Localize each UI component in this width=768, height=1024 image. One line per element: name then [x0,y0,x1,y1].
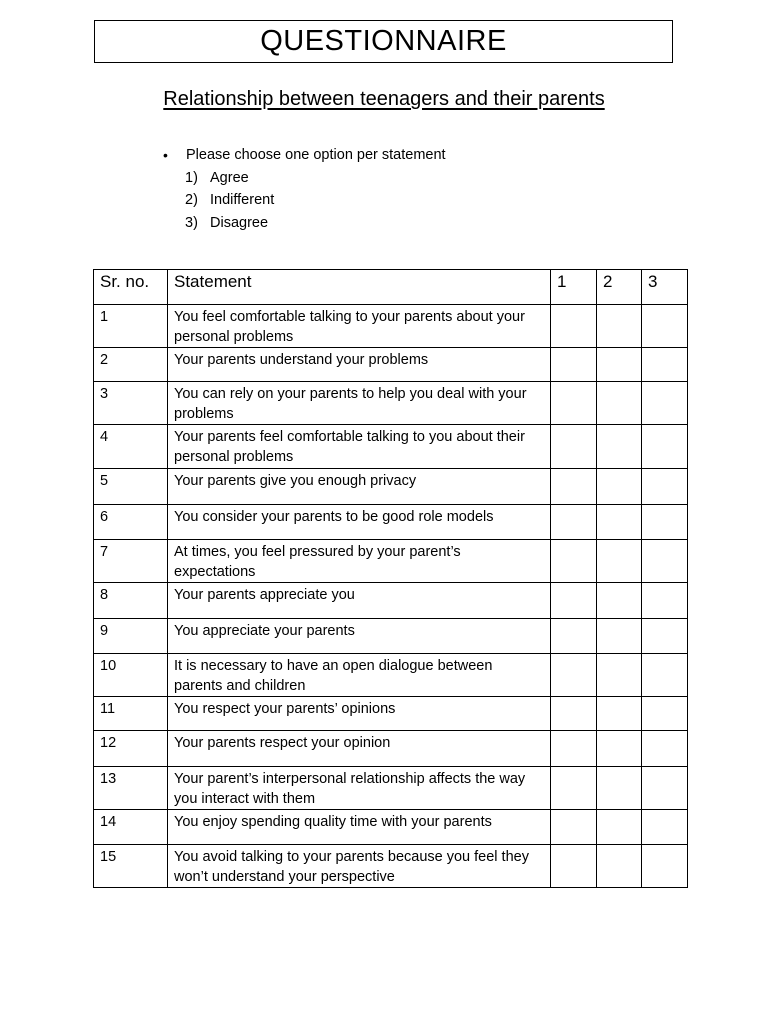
answer-cell-disagree[interactable] [642,697,688,731]
instruction-bullet-row [163,144,446,167]
row-sr-no: 9 [94,619,168,654]
table-row [94,382,688,425]
option-number: 1) [185,169,198,186]
row-statement: You avoid talking to your parents because you feel they won’t understand your perspective [168,845,551,888]
table-row [94,305,688,348]
answer-cell-disagree[interactable] [642,619,688,654]
row-statement: You appreciate your parents [168,619,551,654]
answer-cell-indifferent[interactable] [597,505,642,540]
answer-cell-agree[interactable] [551,697,597,731]
answer-cell-agree[interactable] [551,767,597,810]
table-row [94,348,688,382]
answer-cell-indifferent[interactable] [597,540,642,583]
answer-cell-indifferent[interactable] [597,654,642,697]
option-row [163,189,446,212]
row-statement: You feel comfortable talking to your parents about your personal problems [168,305,551,348]
title-box [94,20,673,63]
answer-cell-indifferent[interactable] [597,305,642,348]
answer-cell-indifferent[interactable] [597,697,642,731]
row-statement: Your parents understand your problems [168,348,551,382]
option-row [163,167,446,190]
answer-cell-indifferent[interactable] [597,845,642,888]
answer-cell-indifferent[interactable] [597,583,642,619]
row-sr-no: 12 [94,731,168,767]
answer-cell-agree[interactable] [551,845,597,888]
subtitle-container [0,88,768,111]
row-sr-no: 2 [94,348,168,382]
answer-cell-disagree[interactable] [642,425,688,469]
answer-cell-agree[interactable] [551,348,597,382]
answer-cell-indifferent[interactable] [597,810,642,845]
answer-cell-agree[interactable] [551,619,597,654]
option-label: Agree [210,169,249,186]
instructions [163,144,446,234]
row-statement: You respect your parents’ opinions [168,697,551,731]
bullet-icon: • [163,147,168,163]
option-row [163,212,446,235]
row-statement: Your parent’s interpersonal relationship affects the way you interact with them [168,767,551,810]
row-sr-no: 10 [94,654,168,697]
answer-cell-agree[interactable] [551,540,597,583]
answer-cell-disagree[interactable] [642,469,688,505]
questionnaire-table [93,269,688,888]
answer-cell-agree[interactable] [551,425,597,469]
answer-cell-indifferent[interactable] [597,619,642,654]
row-sr-no: 15 [94,845,168,888]
answer-cell-disagree[interactable] [642,654,688,697]
table-row [94,845,688,888]
row-sr-no: 6 [94,505,168,540]
page-title: QUESTIONNAIRE [260,25,507,57]
table-row [94,619,688,654]
row-statement: It is necessary to have an open dialogue between parents and children [168,654,551,697]
table-row [94,810,688,845]
row-statement: You can rely on your parents to help you deal with your problems [168,382,551,425]
answer-cell-indifferent[interactable] [597,425,642,469]
answer-cell-disagree[interactable] [642,731,688,767]
table-row [94,654,688,697]
answer-cell-agree[interactable] [551,731,597,767]
answer-cell-agree[interactable] [551,469,597,505]
answer-cell-agree[interactable] [551,810,597,845]
answer-cell-disagree[interactable] [642,845,688,888]
row-sr-no: 3 [94,382,168,425]
table-header-row [94,270,688,305]
answer-cell-indifferent[interactable] [597,767,642,810]
header-option-3: 3 [642,270,688,305]
table-row [94,583,688,619]
answer-cell-agree[interactable] [551,505,597,540]
answer-cell-indifferent[interactable] [597,731,642,767]
answer-cell-agree[interactable] [551,654,597,697]
answer-cell-disagree[interactable] [642,505,688,540]
option-number: 2) [185,192,198,208]
row-sr-no: 14 [94,810,168,845]
row-statement: Your parents appreciate you [168,583,551,619]
row-sr-no: 1 [94,305,168,348]
row-statement: Your parents feel comfortable talking to you about their personal problems [168,425,551,469]
answer-cell-agree[interactable] [551,305,597,348]
row-sr-no: 13 [94,767,168,810]
table-row [94,697,688,731]
table-row [94,731,688,767]
answer-cell-agree[interactable] [551,583,597,619]
row-sr-no: 4 [94,425,168,469]
table-row [94,540,688,583]
header-sr-no: Sr. no. [94,270,168,305]
table-row [94,767,688,810]
answer-cell-disagree[interactable] [642,767,688,810]
answer-cell-disagree[interactable] [642,348,688,382]
answer-cell-indifferent[interactable] [597,469,642,505]
table-row [94,505,688,540]
option-number: 3) [185,214,198,231]
header-option-2: 2 [597,270,642,305]
answer-cell-disagree[interactable] [642,810,688,845]
table-row [94,425,688,469]
answer-cell-disagree[interactable] [642,583,688,619]
answer-cell-indifferent[interactable] [597,348,642,382]
table-row [94,469,688,505]
header-statement: Statement [168,270,551,305]
row-sr-no: 5 [94,469,168,505]
row-sr-no: 7 [94,540,168,583]
option-label: Disagree [210,214,269,231]
row-statement: You consider your parents to be good role models [168,505,551,540]
instruction-text: Please choose one option per statement [186,147,446,163]
answer-cell-disagree[interactable] [642,305,688,348]
row-statement: Your parents give you enough privacy [168,469,551,505]
row-sr-no: 11 [94,697,168,731]
answer-cell-disagree[interactable] [642,382,688,425]
row-statement: At times, you feel pressured by your parent’s expectations [168,540,551,583]
answer-cell-disagree[interactable] [642,540,688,583]
row-statement: You enjoy spending quality time with your parents [168,810,551,845]
answer-cell-indifferent[interactable] [597,382,642,425]
row-statement: Your parents respect your opinion [168,731,551,767]
answer-cell-agree[interactable] [551,382,597,425]
row-sr-no: 8 [94,583,168,619]
option-label: Indifferent [210,192,275,208]
page-subtitle: Relationship between teenagers and their parents [163,88,605,110]
header-option-1: 1 [551,270,597,305]
